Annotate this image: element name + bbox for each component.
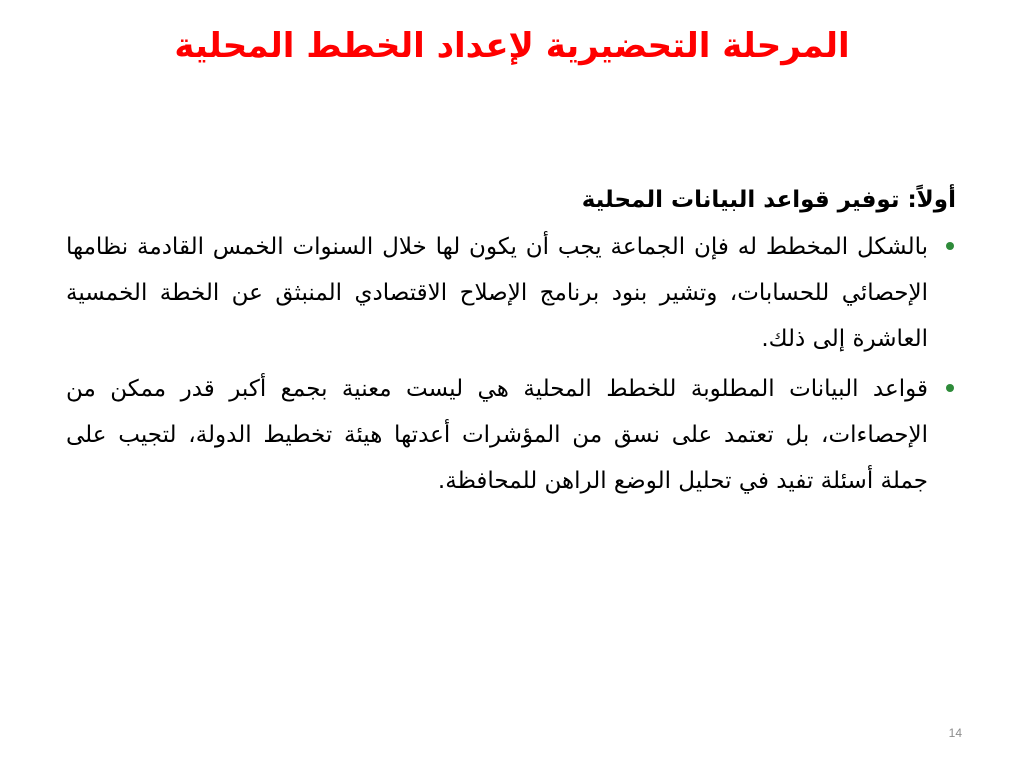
bullet-dot-icon [946, 242, 954, 250]
slide-title: المرحلة التحضيرية لإعداد الخطط المحلية [174, 26, 850, 66]
page-number: 14 [948, 726, 962, 740]
section-heading: أولاً: توفير قواعد البيانات المحلية [581, 187, 956, 213]
bullet-text-2: قواعد البيانات المطلوبة للخطط المحلية هي ليست معنية بجمع أكبر قدر ممكن من الإحصاءات، بل تعتمد على نسق من المؤشرات أعدتها هيئة تخطيط الدولة، لتجيب على جملة أسئلة تفيد في تحليل الوضع الراهن للمحافظة. [66, 376, 928, 494]
bullet-item-2 [66, 366, 956, 504]
bullet-item-1 [66, 224, 956, 362]
slide-content [66, 180, 956, 508]
bullet-text-1: بالشكل المخطط له فإن الجماعة يجب أن يكون لها خلال السنوات الخمس القادمة نظامها الإحصائي للحسابات، وتشير بنود برنامج الإصلاح الاقتصادي المنبثق عن الخطة الخمسية العاشرة إلى ذلك. [66, 234, 928, 352]
bullet-list [66, 224, 956, 504]
bullet-dot-icon [946, 384, 954, 392]
